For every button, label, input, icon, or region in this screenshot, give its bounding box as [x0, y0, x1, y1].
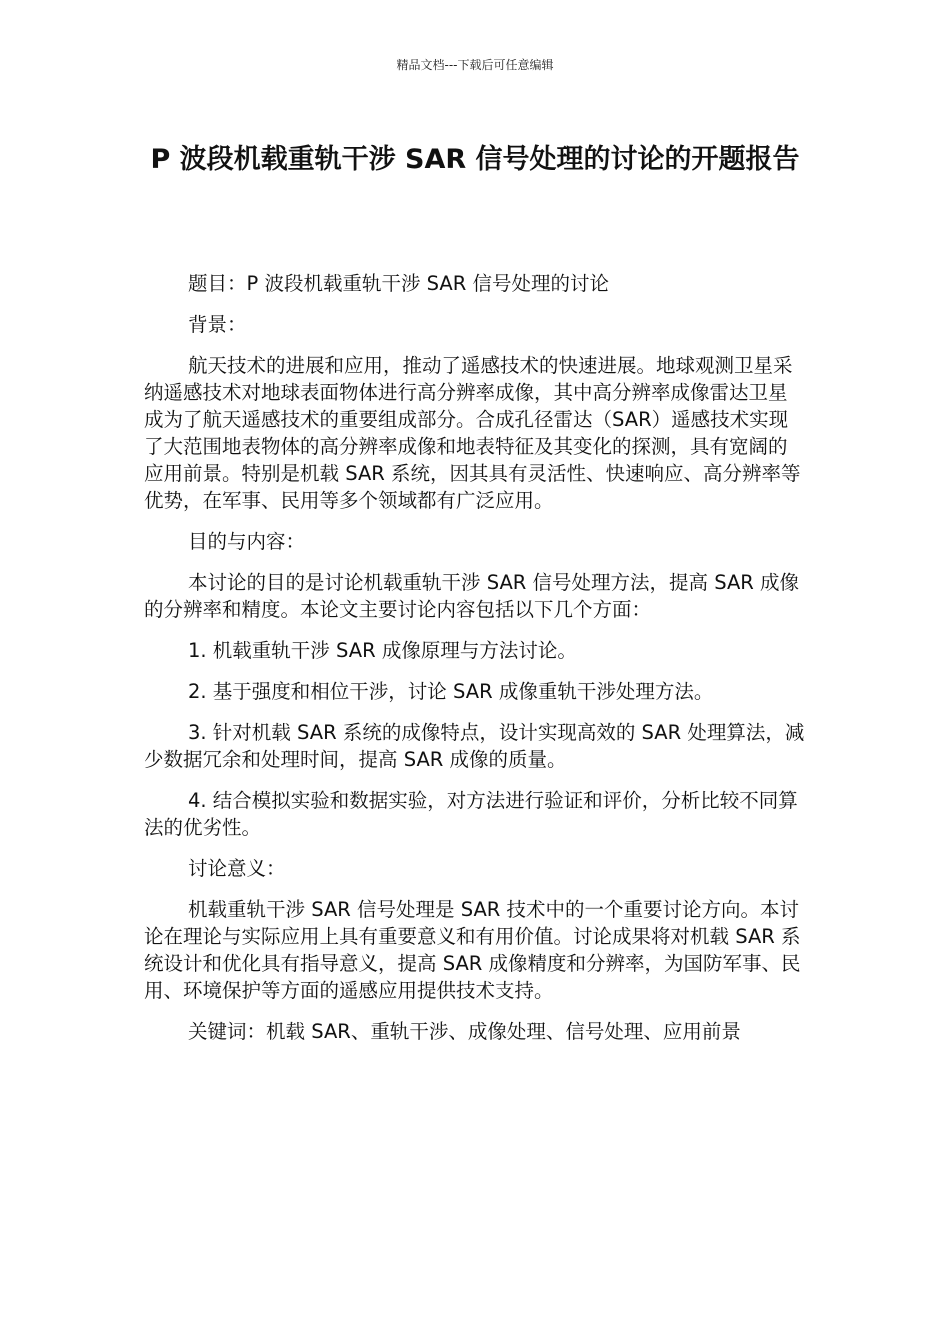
page-header: 精品文档---下载后可任意编辑	[396, 58, 554, 72]
significance-paragraph: 机载重轨干涉 SAR 信号处理是 SAR 技术中的一个重要讨论方向。本讨论在理论与实际应用上具有重要意义和有用价值。讨论成果将对机载 SAR 系统设计和优化具有指导意义，提高 SAR 成像精度和分辨率，为国防军事、民用、环境保护等方面的遥感应用提供技术支持。	[144, 898, 801, 1002]
content-item-2: 2. 基于强度和相位干涉，讨论 SAR 成像重轨干涉处理方法。	[188, 680, 714, 703]
purpose-paragraph: 本讨论的目的是讨论机载重轨干涉 SAR 信号处理方法，提高 SAR 成像的分辨率和精度。本论文主要讨论内容包括以下几个方面：	[144, 571, 800, 621]
document-title: P 波段机载重轨干涉 SAR 信号处理的讨论的开题报告	[150, 144, 800, 175]
content-item-3: 3. 针对机载 SAR 系统的成像特点，设计实现高效的 SAR 处理算法，减少数据冗余和处理时间，提高 SAR 成像的质量。	[144, 721, 805, 771]
background-paragraph: 航天技术的进展和应用，推动了遥感技术的快速进展。地球观测卫星采纳遥感技术对地球表面物体进行高分辨率成像，其中高分辨率成像雷达卫星成为了航天遥感技术的重要组成部分。合成孔径雷达（SAR）遥感技术实现了大范围地表物体的高分辨率成像和地表特征及其变化的探测，具有宽阔的应用前景。特别是机载 SAR 系统，因其具有灵活性、快速响应、高分辨率等优势，在军事、民用等多个领域都有广泛应用。	[144, 354, 801, 512]
content-item-4: 4. 结合模拟实验和数据实验，对方法进行验证和评价，分析比较不同算法的优劣性。	[144, 789, 798, 839]
purpose-heading: 目的与内容：	[188, 530, 306, 553]
document-body	[144, 270, 806, 1059]
background-heading: 背景：	[188, 313, 247, 336]
keywords-paragraph: 关键词：机载 SAR、重轨干涉、成像处理、信号处理、应用前景	[188, 1020, 741, 1043]
significance-heading: 讨论意义：	[188, 857, 286, 880]
content-item-1: 1. 机载重轨干涉 SAR 成像原理与方法讨论。	[188, 639, 577, 662]
topic-paragraph: 题目：P 波段机载重轨干涉 SAR 信号处理的讨论	[188, 272, 609, 295]
